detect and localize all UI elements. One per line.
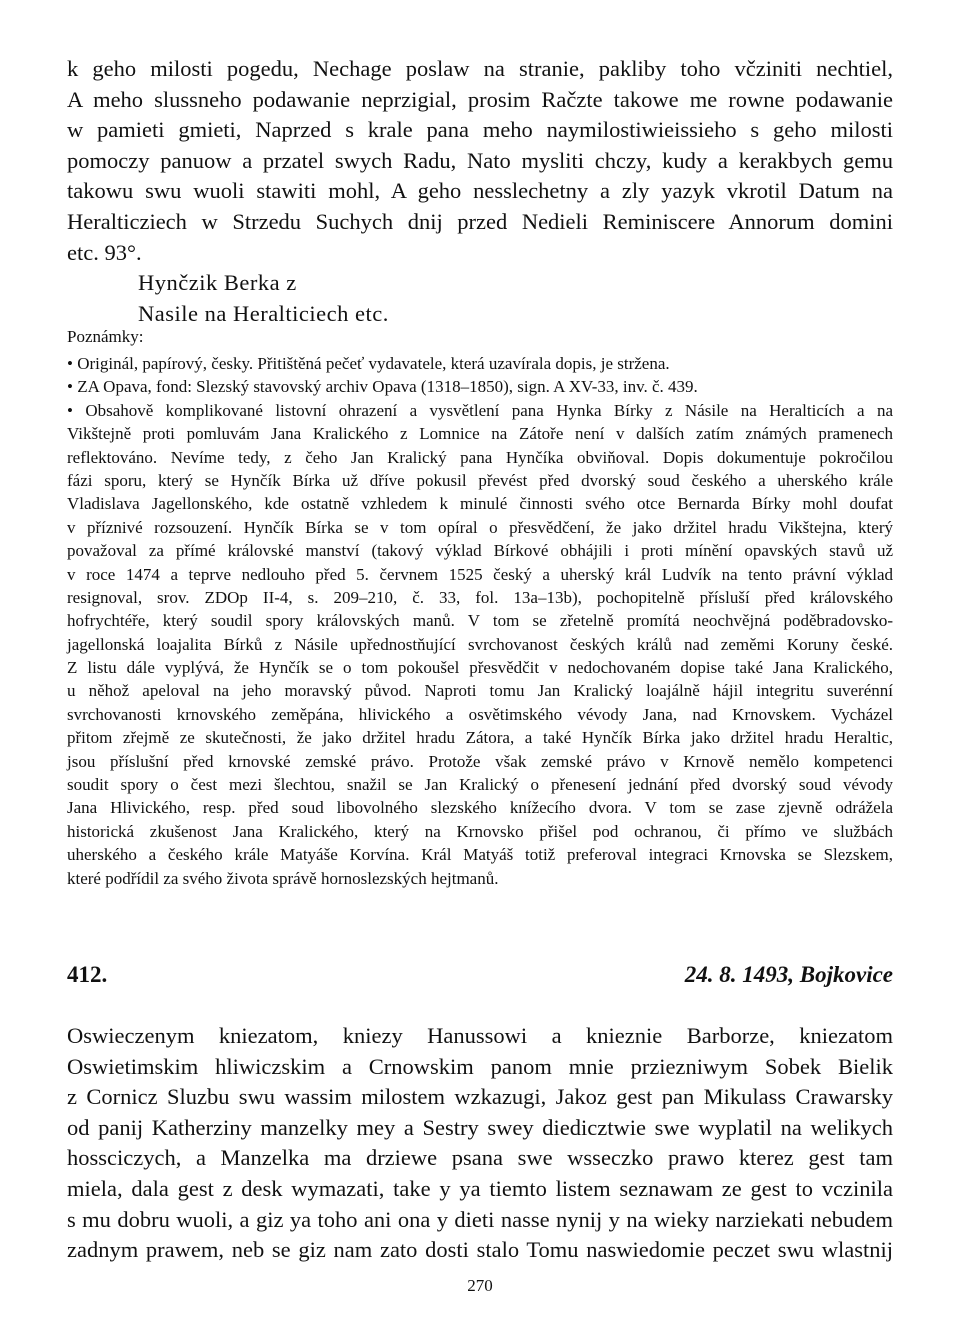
commentary-line: svrchovanosti krnovského zeměpána, hlivického a osvětimského vévody Jana, nad Krnovskem. Vycházel (67, 704, 893, 724)
bullet-icon: • (67, 400, 73, 420)
letter-line: zadnym prawem, neb se giz nam zato dosti stalo Tomu naswiedomie peczet swu wlastnij (67, 1237, 893, 1263)
letter-411-continuation (67, 54, 893, 329)
letter-412-text (67, 1021, 893, 1266)
commentary-line: uherského a českého krále Matyáše Korvína. Král Matyáš totiž preferoval integraci Krnovska se Slezskem, (67, 845, 893, 865)
commentary-line: v příznivé rozsouzení. Hynčík Bírka se v tom opíral o přesvědčení, že jako držitel hradu Vikštejna, který (67, 517, 893, 537)
commentary-line: u něhož apeloval na jeho moravský původ. Naproti tomu Jan Kralický loajálně hájil integritu suverénní (67, 681, 893, 701)
letter-line: Heralticziech w Strzedu Suchych dnij przed Nedieli Reminiscere Annorum domini (67, 208, 893, 234)
letter-line: A meho slussneho podawanie neprzigial, prosim Račzte takowe me rowne podawanie (67, 86, 893, 112)
letter-line: od panij Katherziny manzelky mey a Sestry swey diedicztwie swe wyplatil na welikych (67, 1114, 893, 1140)
commentary-line: resignoval, srov. ZDOp II-4, s. 209–210, č. 33, fol. 13a–13b), pochopitelně přísluší před královského (67, 587, 893, 607)
commentary-line: jagellonská loajalita Bírků z Násile upřednostňující svrchovanost českých králů nad zeměmi Koruny české. (67, 634, 893, 654)
document-header (67, 962, 893, 996)
commentary-line (67, 399, 893, 422)
page-number: 270 (467, 1276, 493, 1295)
document-number: 412. (67, 962, 108, 987)
commentary-line: považoval za přímé královské manství (takový výklad Bírkové obhájili i proti mínění opavských stavů už (67, 541, 893, 561)
letter-line: w pamieti gmieti, Naprzed s krale pana meho naymilostiwieissieho s geho milosti (67, 117, 893, 143)
notes-section (67, 326, 893, 890)
signature-line: Nasile na Heralticiech etc. (138, 300, 389, 326)
signature-line: Hynčzik Berka z (138, 270, 297, 296)
commentary-line: jsou příslušní před krnovské zemské právo. Protože však zemské právo v Krnově nemělo kompetenci (67, 751, 893, 771)
letter-line: s mu dobru wuoli, a giz ya toho ani ona y dieti nasse nynij y na wieky narziekati nebudem (67, 1206, 893, 1232)
note-bullet-text: ZA Opava, fond: Slezský stavovský archiv Opava (1318–1850), sign. A XV-33, inv. č. 439. (77, 377, 698, 397)
letter-line: Oswieczenym kniezatom, kniezy Hanussowi a knieznie Barborze, kniezatom (67, 1023, 893, 1048)
letter-line: miela, dala gest z desk wymazati, take y ya tiemto listem seznawam ze gest to vczinila (67, 1175, 893, 1201)
bullet-icon: • (67, 354, 73, 373)
commentary-line: Vikštejně proti pomluvám Jana Kralického z Lomnice na Zátoře není v dalších zatím známých pramenech (67, 424, 893, 444)
letter-line: z Cornicz Sluzbu swu wassim milostem wzkazugi, Jakoz gest pan Mikulass Crawarsky (67, 1084, 893, 1110)
letter-line: etc. 93°. (67, 239, 142, 265)
letter-line: takowu swu wuoli stawiti mohl, A geho nesslechetny a zly yazyk vkrotil Datum na (67, 178, 893, 204)
letter-line: hossciczych, a Manzelka ma drziewe psana swe wsseczko prawo kterez gest tam (67, 1145, 893, 1171)
notes-heading: Poznámky: (67, 327, 144, 346)
commentary-line: historická zkušenost Jana Kralického, který na Krnovsko přišel pod ochranou, či přímo ve službách (67, 821, 893, 841)
note-bullet (67, 352, 893, 375)
commentary-line: Vladislava Jagellonského, kde ostatně vzhledem k minulé činnosti svého otce Bernarda Bírky mohl doufat (67, 494, 893, 514)
commentary-line: Z listu dále vyplývá, že Hynčík se o tom pokoušel přesvědčit v nedochovaném dopise také Jana Kralického, (67, 658, 893, 678)
commentary-text: Obsahově komplikované listovní ohrazení a vysvětlení pana Hynka Bírky z Násile na Heralticích a na (85, 400, 893, 420)
commentary-line: soudit spory o čest mezi šlechtou, snažil se Jan Kralický o přenesení jednání před dvorský soud vévody (67, 775, 893, 795)
commentary-line: fázi sporu, který se Hynčík Bírka už dříve pokusil převést před dvorský soud českého a uherského krále (67, 470, 893, 490)
commentary-line: které podřídil za svého života správě hornoslezských hejtmanů. (67, 868, 499, 888)
letter-line: Oswietimskim hliwiczskim a Crnowskim panom mnie prziezniwym Sobek Bielik (67, 1053, 893, 1079)
commentary-line: Jana Hlivického, resp. před soud libovolného slezského knížecího dvora. V tom se zase zjevně odrážela (67, 798, 893, 818)
commentary-line: přitom zřejmě ze skutečnosti, že jako držitel hradu Zátora, a také Hynčík Bírka jako držitel hradu Heraltic, (67, 728, 893, 748)
letter-line: k geho milosti pogedu, Nechage poslaw na stranie, pakliby toho včziniti nechtiel, (67, 56, 893, 81)
note-bullet-text: Originál, papírový, česky. Přitištěná pečeť vydavatele, která uzavírala dopis, je stržena. (77, 354, 670, 373)
commentary-line: hofrychtéře, který soudil spory královských manů. V tom se zřetelně promítá neochvějná poděbradovsko- (67, 611, 893, 631)
commentary-line: v roce 1474 a teprve nedlouho před 5. červnem 1525 český a uherský král Ludvík na tento právní výklad (67, 564, 893, 584)
letter-line: pomoczy panuow a przatel swych Radu, Nato mysliti chczy, kudy a kerakbych gemu (67, 147, 893, 173)
document-date-place: 24. 8. 1493, Bojkovice (684, 962, 893, 987)
bullet-icon: • (67, 377, 73, 397)
note-bullet (67, 375, 893, 398)
commentary-line: reflektováno. Nevíme tedy, z čeho Jan Kralický pana Hynčíka obviňoval. Dopis dokumentuje pokročilou (67, 447, 893, 467)
